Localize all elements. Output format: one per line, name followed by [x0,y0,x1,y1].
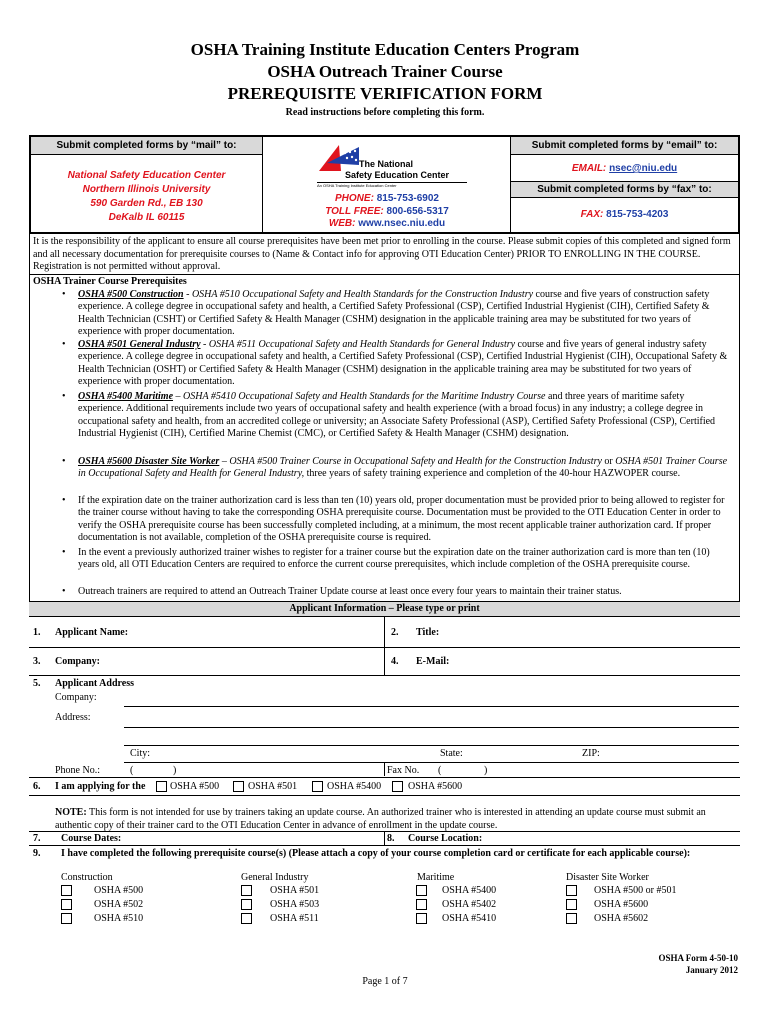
email-field-label: E-Mail: [416,656,450,667]
company-label: Company: [55,656,101,667]
mail-heading: Submit completed forms by “mail” to: [56,140,237,151]
prereq-option: OSHA #502 [94,899,144,910]
prereq-checkbox[interactable] [241,885,252,896]
update-note [55,807,735,832]
field-number: 8. [387,833,395,844]
prereq-title: OSHA #511 Occupational Safety and Health Standards for General Industry [208,339,516,350]
phone-value: 815-753-6902 [376,193,439,204]
prereq-option: OSHA #511 [270,913,319,924]
apply-option: OSHA #5400 [327,781,382,792]
prereq-checkbox[interactable] [566,885,577,896]
apply-5600-checkbox[interactable] [392,781,403,792]
prereq-item [78,456,728,481]
field-number: 9. [33,848,41,859]
prereq-dash: – [173,391,184,402]
course-dates-input[interactable] [130,832,380,845]
prereq-text: course and five years of general industry safety experience. A college degree in occupational safety and health, a Certified Safety Professional (CSP), Certified Industrial Hygienist (CIH), Occupational Safety & Health Technician (OSHT) or Certified Safety & Health Manager (CSHM) designation in the applicable training area may be substituted for two years of experience with proper documentation. [78,339,728,388]
bullet-icon: • [62,495,66,506]
apply-500-checkbox[interactable] [156,781,167,792]
contact-box [29,135,740,234]
email-input[interactable] [455,650,735,672]
address-company-label: Company: [55,692,97,703]
prereq-option: OSHA #5600 [594,899,649,910]
field-number: 1. [33,627,41,638]
prereq-title2: OSHA #501 Trainer Course in Occupational Safety and Health for General Industry, [78,456,728,480]
apply-5400-checkbox[interactable] [312,781,323,792]
prereq-item: Outreach trainers are required to attend an Outreach Trainer Update course at least once every four years to maintain their trainer status. [78,586,622,597]
prereq-item [78,339,728,389]
logo-title2: Safety Education Center [345,170,450,180]
phone-paren-close: ) [173,765,177,776]
note-label: NOTE: [55,807,87,818]
apply-option: OSHA #5600 [408,781,463,792]
title-input[interactable] [450,620,735,642]
mail-line: Northern Illinois University [82,184,211,195]
prereq-checkbox[interactable] [416,899,427,910]
prereq-checkbox[interactable] [61,913,72,924]
form-title-line2: OSHA Outreach Trainer Course [267,62,503,81]
prereq-course: OSHA #5400 Maritime [78,391,174,402]
field-number: 3. [33,656,41,667]
prereq-text: and three years of maritime safety experience. Additional requirements include two years of occupational safety and health experience (with a broad focus) in any industry; a college degree in occupational safety and health, from an accredited college or university; an Associate Safety Professional (ASP), Certified Safety Professional (CSP), Certified Industrial Hygienist (CIH), Certified Marine Chemist (CMC), or Certified Safety & Health Manager (CSHM) designation. [78,391,716,440]
form-number: OSHA Form 4-50-10 [658,953,738,963]
fax-paren-open: ( [438,765,442,776]
field-number: 4. [391,656,399,667]
prereq-checkbox[interactable] [61,899,72,910]
prereq-course: OSHA #501 General Industry [78,339,201,350]
prereq-text: three years of safety training experience and completion of the 40-hour HAZWOPER course. [304,468,681,480]
apply-501-checkbox[interactable] [233,781,244,792]
applicant-heading: Applicant Information – Please type or print [289,603,480,614]
city-input[interactable] [155,746,435,760]
prereq-option: OSHA #5400 [442,885,497,896]
mail-address [31,169,262,225]
course-location-input[interactable] [490,832,735,845]
prereq-checkbox[interactable] [61,885,72,896]
bullet-icon: • [62,339,66,350]
prereq-checkbox[interactable] [241,899,252,910]
logo-title: The National [359,159,414,169]
applicant-name-label: Applicant Name: [55,627,129,638]
field-number: 2. [391,627,399,638]
prereq-text: course and five years of construction safety experience. A college degree in occupational safety and health, a Certified Safety Professional (CSP), Certified Industrial Hygienist (CIH), Certified Safety & Health Technician (CSHT) or Certified Safety & Health Manager (CSHM) designation in the applicable training area may be substituted for two years of experience with proper documentation. [78,289,710,338]
apply-option: OSHA #501 [248,781,298,792]
prereq-course: OSHA #500 Construction [78,289,184,300]
prereq-or: or [601,456,616,467]
prereq-item: If the expiration date on the trainer authorization card is less than ten (10) years old, proper documentation must be provided prior to being allowed to register for the trainer course without having to take the corresponding OSHA prerequisite course. Documentation must be provided to the OTI Education Center in order to verify the OSHA prerequisite course has been successfully completed including, at a minimum, the most recent applicable trainer authorization card. If proper documentation is not available, completion of the OSHA prerequisite course is required. [78,495,725,544]
apply-option: OSHA #500 [170,781,220,792]
prereq-title: OSHA #510 Occupational Safety and Health Standards for the Construction Industry [191,289,534,300]
prereq-checkbox[interactable] [566,899,577,910]
phone-label: PHONE: [335,193,374,204]
bullet-icon: • [62,456,66,467]
state-input[interactable] [470,746,580,760]
prereq-option: OSHA #5402 [442,899,497,910]
phone-paren-open: ( [130,765,134,776]
fax-input[interactable] [444,763,734,777]
city-label: City: [130,748,151,759]
course-dates-label: Course Dates: [61,833,122,844]
zip-label: ZIP: [582,748,600,759]
state-label: State: [440,748,463,759]
bullet-icon: • [62,547,66,558]
web-link[interactable]: www.nsec.niu.edu [358,218,446,229]
form-title-line3: PREREQUISITE VERIFICATION FORM [227,84,543,103]
address-company-input[interactable] [110,688,735,704]
fax-value: 815-753-4203 [606,209,669,220]
page-number: Page 1 of 7 [362,976,408,987]
web-label: WEB: [328,218,356,229]
email-heading: Submit completed forms by “email” to: [531,140,718,151]
prereq-option: OSHA #501 [270,885,320,896]
prereq-course: OSHA #5600 Disaster Site Worker [78,456,220,467]
prereq-item [78,391,728,441]
mail-line: DeKalb IL 60115 [108,212,185,223]
col-heading-maritime: Maritime [417,872,455,883]
email-link[interactable]: nsec@niu.edu [609,163,678,174]
col-heading-construction: Construction [61,872,113,883]
field-number: 7. [33,833,41,844]
note-text: This form is not intended for use by trainers taking an update course. An authorized trainer who is interested in attending an update course must submit an authentic copy of their trainer card to the OTI Education Center in advance of enrollment in the update course. [55,807,706,831]
form-date: January 2012 [685,965,738,975]
mail-line: 590 Garden Rd., EB 130 [90,198,203,209]
company-input[interactable] [110,650,380,672]
prereq-dash: - [200,339,209,350]
applying-label: I am applying for the [55,781,146,792]
title-label: Title: [416,627,440,638]
fax-heading: Submit completed forms by “fax” to: [537,184,712,195]
prereq-option: OSHA #5410 [442,913,497,924]
prereq-checkbox[interactable] [416,885,427,896]
prereq-checkbox[interactable] [241,913,252,924]
completed-prereq-label: I have completed the following prerequisite course(s) (Please attach a copy of your course completion card or certificate for each applicable course): [61,848,691,859]
bullet-icon: • [62,289,66,300]
mail-line: National Safety Education Center [67,170,226,181]
fax-field-label: Fax No. [387,765,420,776]
email-label: EMAIL: [571,163,607,174]
form-instructions: Read instructions before completing this form. [285,107,485,118]
prereq-option: OSHA #510 [94,913,144,924]
prereq-checkbox[interactable] [566,913,577,924]
bullet-icon: • [62,391,66,402]
phone-input[interactable] [136,763,380,777]
field-number: 6. [33,781,41,792]
intro-paragraph: It is the responsibility of the applicant to ensure all course prerequisites have been met prior to enrolling in the course. Please submit copies of this completed and signed form and all necessary documentation for prerequisite courses to (Name & Contact info for approving OTI Education Center) PRIOR TO ENROLLING IN THE COURSE. Registration is not permitted without approval. [33,236,731,272]
prereq-option: OSHA #500 or #501 [594,885,677,896]
fax-paren-close: ) [484,765,488,776]
logo-subtitle: An OSHA Training Institute Education Center [317,183,397,188]
prereq-option: OSHA #5602 [594,913,649,924]
prereq-title: OSHA #500 Trainer Course in Occupational Safety and Health for the Construction Industry [229,456,602,467]
col-heading-general: General Industry [241,872,309,883]
phone-field-label: Phone No.: [55,765,100,776]
zip-input[interactable] [605,746,735,760]
prereq-option: OSHA #503 [270,899,320,910]
bullet-icon: • [62,586,66,597]
address-heading: Applicant Address [55,678,135,689]
prereq-item: In the event a previously authorized trainer wishes to register for a trainer course but the expiration date on the trainer authorization card is more than ten (10) years old, all OTI Education Centers are required to enforce the current course prerequisites, which include completion of the OSHA prerequisite course. [78,547,710,571]
form-title-line1: OSHA Training Institute Education Centers Program [190,40,580,59]
tollfree-value: 800-656-5317 [386,205,449,217]
address-input[interactable] [124,708,735,726]
fax-label: FAX: [580,209,604,220]
prereq-title: OSHA #5410 Occupational Safety and Health Standards for the Maritime Industry Course [183,391,546,402]
applicant-name-input[interactable] [140,620,380,642]
address-label: Address: [55,712,91,723]
prereq-option: OSHA #500 [94,885,144,896]
prereq-dash: - [183,289,192,300]
course-location-label: Course Location: [408,833,483,844]
prereq-heading: OSHA Trainer Course Prerequisites [33,276,187,287]
field-number: 5. [33,678,41,689]
prereq-checkbox[interactable] [416,913,427,924]
prereq-item [78,289,728,339]
col-heading-disaster: Disaster Site Worker [566,872,649,883]
prereq-dash: – [219,456,230,467]
tollfree-label: TOLL FREE: [325,205,384,217]
